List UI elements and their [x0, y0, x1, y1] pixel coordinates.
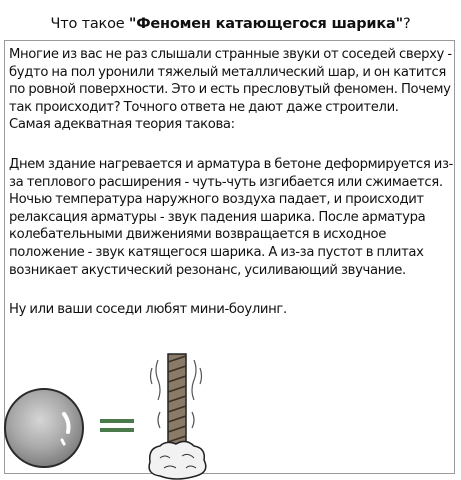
metal-ball-icon [5, 389, 83, 467]
article-body [9, 46, 455, 319]
illustration [0, 340, 461, 480]
paragraph-theory-lead: Самая адекватная теория такова: [9, 117, 235, 133]
page-title [0, 16, 461, 32]
paragraph-intro: Многие из вас не раз слышали странные звуки от соседей сверху - будто на пол уронили тяжелый металлический шар, и он катится по ровной поверхности. Это и есть пресловутый феномен. Почему так происходит? Точного ответа не дают даже строители. [9, 47, 452, 115]
title-highlight: "Феномен катающегося шарика" [128, 16, 403, 32]
equals-icon [100, 419, 134, 432]
paragraph-joke: Ну или ваши соседи любят мини-боулинг. [9, 302, 287, 318]
title-prefix: Что такое [50, 16, 129, 32]
paragraph-explanation: Днем здание нагревается и арматура в бетоне деформируется из-за теплового расширения - чуть-чуть изгибается или сжимается. Ночью температура наружного воздуха падает, и происходит релаксация арматуры - звук падения шарика. После арматура колебательными движениями возвращается в исходное положение - звук катящегося шарика. А из-за пустот в плитах возникает акустический резонанс, усиливающий звучание. [9, 156, 454, 278]
title-suffix: ? [402, 16, 411, 32]
vibrating-rebar-icon [149, 354, 206, 479]
